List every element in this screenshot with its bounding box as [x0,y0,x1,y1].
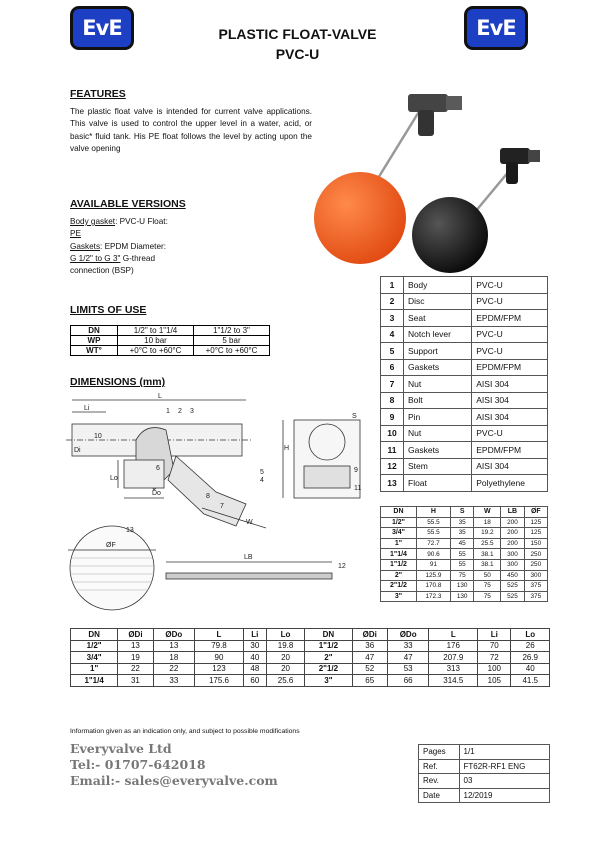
info-row [419,774,550,789]
parts-row-cell: 10 [381,425,404,442]
parts-row [381,326,548,343]
float-row-cell: 90.6 [416,549,450,560]
body-row-cell: 175.6 [195,675,244,687]
limits-cell: +0°C to +60°C [194,346,270,356]
body-row-cell: 26 [511,640,550,652]
parts-row [381,409,548,426]
float-row-cell: 19.2 [474,528,501,539]
body-header-row-cell: ØDo [153,629,195,641]
callout-12: 12 [338,563,346,570]
body-row-cell: 13 [118,640,153,652]
float-row-cell: 300 [524,570,547,581]
callout-8: 8 [206,493,210,500]
body-row-cell: 66 [387,675,429,687]
float-row-cell: 1"1/4 [381,549,417,560]
body-row-cell: 3" [305,675,352,687]
parts-row [381,442,548,459]
float-row-cell: 35 [450,528,473,539]
body-row-cell: 48 [243,663,266,675]
body-row-cell: 2"1/2 [305,663,352,675]
float-row-cell: 72.7 [416,538,450,549]
float-row-cell: 35 [450,517,473,528]
parts-row [381,293,548,310]
float-row-cell: 125 [524,528,547,539]
float-row-cell: 75 [474,591,501,602]
float-row-cell: 250 [524,549,547,560]
parts-row [381,277,548,294]
float-row-cell: 130 [450,591,473,602]
body-row-cell: 70 [478,640,511,652]
valve-thread-1 [446,96,462,110]
float-header-row-cell: LB [501,507,524,518]
versions-line-4 [70,253,230,265]
body-row-cell: 72 [478,652,511,664]
body-row-cell: 19 [118,652,153,664]
body-row [71,652,550,664]
parts-row-cell: Seat [404,310,472,327]
float-header-row-cell: W [474,507,501,518]
versions-heading: AVAILABLE VERSIONS [70,198,186,210]
parts-row-cell: PVC-U [472,425,548,442]
parts-row-cell: AISI 304 [472,458,548,475]
body-row-cell: 207.9 [429,652,478,664]
body-row [71,675,550,687]
float-row-cell: 50 [474,570,501,581]
body-header-row-cell: Li [243,629,266,641]
parts-row-cell: 13 [381,475,404,492]
versions-line-3 [70,241,230,253]
valve-lever-2 [506,162,518,184]
versions-line-1-value: : PVC-U Float: [115,217,168,226]
limits-cell: WP [71,336,118,346]
parts-row-cell: Disc [404,293,472,310]
label-di: Di [74,447,81,454]
logo-left [70,6,134,50]
float-row-cell: 2" [381,570,417,581]
side-view-nut [304,466,350,488]
body-row-cell: 25.6 [266,675,304,687]
body-row-cell: 314.5 [429,675,478,687]
versions-line-4-range: G 1/2" to G 3" [70,253,121,263]
body-row-cell: 26.9 [511,652,550,664]
parts-row-cell: Pin [404,409,472,426]
callout-7: 7 [220,503,224,510]
parts-row-cell: Bolt [404,392,472,409]
info-row-cell: Rev. [419,774,460,789]
float-header-row-cell: H [416,507,450,518]
body-header-row-cell: DN [305,629,352,641]
label-lo: Lo [110,475,118,482]
features-heading: FEATURES [70,88,126,100]
float-row-cell: 25.5 [474,538,501,549]
body-header-row-cell: ØDi [118,629,153,641]
float-row-cell: 91 [416,559,450,570]
body-row-cell: 20 [266,663,304,675]
parts-row-cell: Nut [404,425,472,442]
callout-10: 10 [94,433,102,440]
body-header-row-cell: Li [478,629,511,641]
label-f: ØF [106,542,116,549]
parts-row-cell: 4 [381,326,404,343]
info-row-cell: Ref. [419,759,460,774]
body-row-cell: 176 [429,640,478,652]
float-row-cell: 2"1/2 [381,581,417,592]
label-h: H [284,445,290,452]
body-header-row-cell: L [195,629,244,641]
body-row-cell: 2" [305,652,352,664]
limits-table [70,325,270,356]
versions-line-5: connection (BSP) [70,266,134,276]
float-row-cell: 375 [524,581,547,592]
float-row-cell: 172.3 [416,591,450,602]
logo-text: EvE [82,16,122,40]
info-row-cell: FT62R-RF1 ENG [459,759,550,774]
versions-line-1 [70,216,230,228]
body-row-cell: 1/2" [71,640,118,652]
body-row-cell: 19.8 [266,640,304,652]
limits-row [71,336,270,346]
valve-lever-1 [418,110,434,136]
body-row-cell: 40 [243,652,266,664]
float-row-cell: 125.9 [416,570,450,581]
body-row-cell: 22 [153,663,195,675]
callout-9: 9 [354,467,358,474]
float-drawing [70,526,154,610]
float-row-cell: 525 [501,581,524,592]
float-row-cell: 170.8 [416,581,450,592]
callout-6: 6 [156,465,160,472]
features-text: The plastic float valve is intended for current valve applications. This valve is used to control the upper level in a water, acid, or basic* fluid tank. His PE float follows the level by acting upon the valve opening [70,107,312,153]
parts-row-cell: Notch lever [404,326,472,343]
float-row-cell: 75 [474,581,501,592]
body-row-cell: 22 [118,663,153,675]
info-row [419,745,550,760]
disclaimer: Information given as an indication only, and subject to possible modifications [70,728,300,735]
page-subtitle: PVC-U [275,46,320,62]
float-row-cell: 45 [450,538,473,549]
parts-row-cell: PVC-U [472,277,548,294]
body-row-cell: 33 [387,640,429,652]
float-row-cell: 3" [381,591,417,602]
parts-row-cell: 9 [381,409,404,426]
parts-row-cell: AISI 304 [472,392,548,409]
body-row-cell: 1"1/2 [305,640,352,652]
float-row-cell: 250 [524,559,547,570]
body-row-cell: 47 [387,652,429,664]
parts-row-cell: 11 [381,442,404,459]
parts-row [381,458,548,475]
parts-row [381,376,548,393]
float-row-cell: 55.5 [416,528,450,539]
body-row-cell: 52 [352,663,387,675]
body-row-cell: 30 [243,640,266,652]
limits-cell: WT° [71,346,118,356]
body-row-cell: 65 [352,675,387,687]
float-row-cell: 130 [450,581,473,592]
body-row-cell: 79.8 [195,640,244,652]
float-row-cell: 3/4" [381,528,417,539]
float-dimensions-table [380,506,548,602]
product-photo [300,80,550,280]
callout-4: 4 [260,477,264,484]
body-row-cell: 1" [71,663,118,675]
float-row-cell: 150 [524,538,547,549]
float-row-cell: 200 [501,538,524,549]
float-row-cell: 55 [450,549,473,560]
orange-float [314,172,406,264]
float-table-body [381,507,548,602]
info-row [419,759,550,774]
info-table-body [419,745,550,803]
float-row-cell: 1"1/2 [381,559,417,570]
float-header-row-cell: ØF [524,507,547,518]
limits-heading: LIMITS OF USE [70,304,147,316]
valve-body-1 [408,94,448,112]
info-row-cell: 03 [459,774,550,789]
float-header-row-cell: S [450,507,473,518]
technical-drawing [66,390,366,620]
parts-row-cell: Nut [404,376,472,393]
body-row-cell: 47 [352,652,387,664]
float-row [381,591,548,602]
info-row [419,788,550,803]
parts-row [381,392,548,409]
float-row-cell: 38.1 [474,549,501,560]
versions-text [70,216,230,277]
info-row-cell: Pages [419,745,460,760]
limits-cell: +0°C to +60°C [118,346,194,356]
body-row-cell: 105 [478,675,511,687]
float-row [381,528,548,539]
float-row [381,581,548,592]
float-row [381,517,548,528]
limits-row [71,346,270,356]
parts-row-cell: AISI 304 [472,409,548,426]
limits-cell: DN [71,326,118,336]
lever-drawing [168,456,246,526]
parts-row-cell: EPDM/FPM [472,359,548,376]
versions-line-1-label: Body gasket [70,217,116,226]
parts-row-cell: EPDM/FPM [472,310,548,327]
float-row-cell: 1/2" [381,517,417,528]
body-header-row-cell: L [429,629,478,641]
body-row-cell: 1"1/4 [71,675,118,687]
float-header-row [381,507,548,518]
limits-cell: 1/2" to 1"1/4 [118,326,194,336]
parts-row-cell: 6 [381,359,404,376]
parts-row-cell: 1 [381,277,404,294]
body-header-row [71,629,550,641]
versions-line-3-label: Gaskets [70,241,101,251]
body-row-cell: 53 [387,663,429,675]
body-header-row-cell: ØDo [387,629,429,641]
body-row [71,640,550,652]
parts-row-cell: Float [404,475,472,492]
info-row-cell: Date [419,788,460,803]
callout-11: 11 [354,485,362,492]
versions-line-4-rest: G-thread [120,253,156,263]
float-row-cell: 55.5 [416,517,450,528]
float-row-cell: 525 [501,591,524,602]
parts-row-cell: PVC-U [472,326,548,343]
company-email: Email:- sales@everyvalve.com [70,773,278,788]
info-row-cell: 1/1 [459,745,550,760]
parts-row-cell: Polyethylene [472,475,548,492]
float-row [381,559,548,570]
versions-line-2 [70,228,230,240]
float-row-cell: 300 [501,559,524,570]
parts-row [381,425,548,442]
label-s: S [352,413,357,420]
body-header-row-cell: DN [71,629,118,641]
body-dimensions-table [70,628,550,687]
body-row-cell: 60 [243,675,266,687]
parts-row [381,310,548,327]
label-w: W [246,519,253,526]
limits-cell: 10 bar [118,336,194,346]
callout-2: 2 [178,408,182,415]
company-name: Everyvalve Ltd [70,741,172,756]
float-row [381,538,548,549]
parts-row-cell: 7 [381,376,404,393]
float-row [381,549,548,560]
body-row-cell: 36 [352,640,387,652]
body-row-cell: 13 [153,640,195,652]
body-row-cell: 90 [195,652,244,664]
body-row-cell: 33 [153,675,195,687]
float-row-cell: 75 [450,570,473,581]
valve-thread-2 [528,150,540,162]
label-li: Li [84,405,90,412]
body-row-cell: 313 [429,663,478,675]
float-row-cell: 375 [524,591,547,602]
parts-row-cell: 8 [381,392,404,409]
parts-row-cell: Body [404,277,472,294]
body-header-row-cell: Lo [511,629,550,641]
limits-cell: 1"1/2 to 3" [194,326,270,336]
parts-row-cell: 12 [381,458,404,475]
info-row-cell: 12/2019 [459,788,550,803]
black-float [412,197,488,273]
parts-row-cell: EPDM/FPM [472,442,548,459]
label-l: L [158,393,162,400]
parts-table [380,276,548,492]
company-tel: Tel:- 01707-642018 [70,757,206,772]
dimensions-heading: DIMENSIONS (mm) [70,376,166,388]
body-row-cell: 123 [195,663,244,675]
body-row-cell: 18 [153,652,195,664]
body-row-cell: 20 [266,652,304,664]
callout-3: 3 [190,408,194,415]
parts-row-cell: PVC-U [472,343,548,360]
parts-row-cell: Stem [404,458,472,475]
parts-row-cell: Gaskets [404,442,472,459]
limits-cell: 5 bar [194,336,270,346]
float-row-cell: 450 [501,570,524,581]
float-row-cell: 300 [501,549,524,560]
float-row-cell: 200 [501,517,524,528]
body-row-cell: 3/4" [71,652,118,664]
logo-text: EvE [476,16,516,40]
page-title: PLASTIC FLOAT-VALVE [218,26,377,42]
float-row-cell: 200 [501,528,524,539]
callout-5: 5 [260,469,264,476]
float-row-cell: 18 [474,517,501,528]
document-info-table [418,744,550,803]
label-lb: LB [244,554,253,561]
parts-row [381,359,548,376]
body-header-row-cell: ØDi [352,629,387,641]
body-table-body [71,629,550,687]
limits-row [71,326,270,336]
parts-row-cell: 3 [381,310,404,327]
valve-body-2 [500,148,530,164]
callout-1: 1 [166,408,170,415]
float-header-row-cell: DN [381,507,417,518]
body-header-row-cell: Lo [266,629,304,641]
label-do: Do [152,490,161,497]
body-row-cell: 41.5 [511,675,550,687]
parts-row-cell: Support [404,343,472,360]
body-row [71,663,550,675]
parts-row-cell: 2 [381,293,404,310]
stem-drawing [166,573,332,579]
parts-row-cell: 5 [381,343,404,360]
body-row-cell: 100 [478,663,511,675]
body-row-cell: 31 [118,675,153,687]
callout-13: 13 [126,527,134,534]
float-row-cell: 55 [450,559,473,570]
versions-line-2-text: PE [70,229,81,239]
versions-line-3-value: : EPDM Diameter: [100,241,167,251]
float-row-cell: 38.1 [474,559,501,570]
logo-right [464,6,528,50]
body-row-cell: 40 [511,663,550,675]
float-row-cell: 1" [381,538,417,549]
parts-table-body [381,277,548,492]
parts-row [381,475,548,492]
parts-row-cell: PVC-U [472,293,548,310]
parts-row [381,343,548,360]
float-row-cell: 125 [524,517,547,528]
float-row [381,570,548,581]
parts-row-cell: Gaskets [404,359,472,376]
parts-row-cell: AISI 304 [472,376,548,393]
